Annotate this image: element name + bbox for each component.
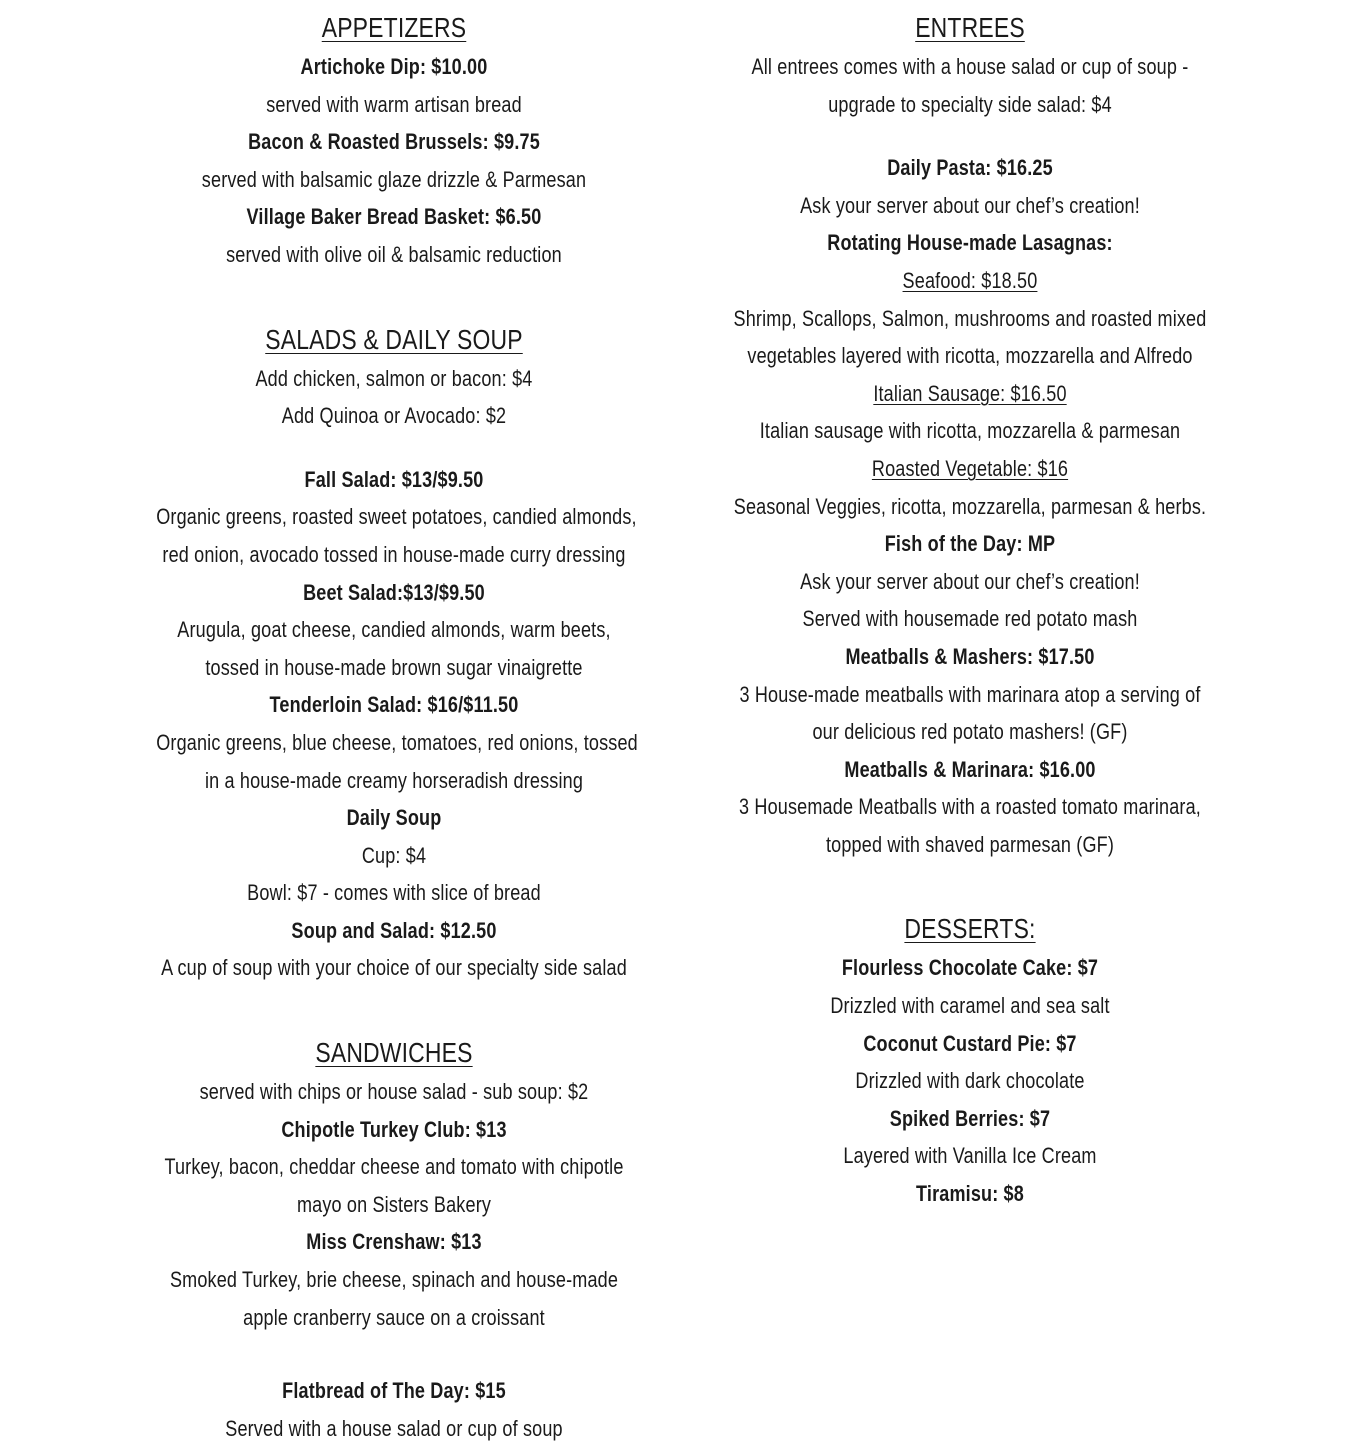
desserts-heading: DESSERTS:	[904, 913, 1036, 945]
menu-item-description: Drizzled with caramel and sea salt	[830, 993, 1110, 1019]
menu-item-description: mayo on Sisters Bakery	[296, 1191, 492, 1217]
menu-item-title: Miss Crenshaw: $13	[306, 1229, 482, 1255]
salads-addon-2: Add Quinoa or Avocado: $2	[281, 403, 507, 429]
sandwiches-list	[104, 1073, 684, 1336]
menu-item-title: Bacon & Roasted Brussels: $9.75	[248, 129, 540, 155]
menu-item-title: Tenderloin Salad: $16/$11.50	[269, 692, 519, 718]
left-column	[104, 0, 684, 1447]
menu-item-description: served with warm artisan bread	[266, 91, 522, 117]
appetizers-list	[104, 48, 684, 274]
menu-item-description: served with balsamic glaze drizzle & Parmesan	[201, 166, 587, 192]
menu-item-title: Fall Salad: $13/$9.50	[304, 466, 484, 492]
menu-item-description: tossed in house-made brown sugar vinaigrette	[205, 654, 583, 680]
menu-item-description: Ask your server about our chef’s creation!	[800, 192, 1140, 218]
sandwiches-heading: SANDWICHES	[315, 1037, 473, 1069]
menu-item-description: Drizzled with dark chocolate	[855, 1068, 1085, 1094]
menu-item-description: Arugula, goat cheese, candied almonds, warm beets,	[177, 617, 611, 643]
menu-item-title: Village Baker Bread Basket: $6.50	[246, 204, 542, 230]
menu-item-description: Organic greens, roasted sweet potatoes, candied almonds,	[156, 504, 637, 530]
entrees-list	[680, 149, 1260, 863]
menu-item-description: Cup: $4	[361, 842, 427, 868]
menu-item-title: Daily Soup	[346, 805, 442, 831]
menu-item-title: Meatballs & Mashers: $17.50	[845, 643, 1095, 669]
menu-item-title: Rotating House-made Lasagnas:	[827, 230, 1113, 256]
menu-item-description: served with chips or house salad - sub soup: $2	[199, 1079, 589, 1105]
salads-heading: SALADS & DAILY SOUP	[265, 323, 523, 355]
menu-subitem-title: Italian Sausage: $16.50	[873, 380, 1067, 406]
menu-item-description: Ask your server about our chef’s creation!	[800, 568, 1140, 594]
menu-item-description: Bowl: $7 - comes with slice of bread	[247, 880, 541, 906]
menu-item-title: Coconut Custard Pie: $7	[863, 1030, 1077, 1056]
menu-item-description: 3 Housemade Meatballs with a roasted tomato marinara,	[739, 794, 1201, 820]
menu-item-title: Daily Pasta: $16.25	[887, 155, 1053, 181]
menu-item-description: our delicious red potato mashers! (GF)	[812, 719, 1128, 745]
salads-addon-1: Add chicken, salmon or bacon: $4	[255, 365, 533, 391]
menu-item-description: Shrimp, Scallops, Salmon, mushrooms and roasted mixed	[733, 305, 1207, 331]
flatbread-list	[104, 1372, 684, 1447]
menu-item-title: Spiked Berries: $7	[889, 1105, 1051, 1131]
menu-item-title: Flourless Chocolate Cake: $7	[841, 955, 1099, 981]
desserts-list	[680, 949, 1260, 1212]
menu-item-description: Served with a house salad or cup of soup	[225, 1415, 563, 1441]
menu-item-description: apple cranberry sauce on a croissant	[243, 1304, 545, 1330]
menu-item-description: Served with housemade red potato mash	[802, 606, 1138, 632]
menu-item-description: topped with shaved parmesan (GF)	[825, 831, 1115, 857]
menu-item-description: Smoked Turkey, brie cheese, spinach and house-made	[169, 1267, 619, 1293]
entrees-intro-2: upgrade to specialty side salad: $4	[828, 91, 1112, 117]
menu-item-description: in a house-made creamy horseradish dressing	[204, 767, 584, 793]
menu-item-title: Meatballs & Marinara: $16.00	[844, 756, 1096, 782]
menu-item-title: Artichoke Dip: $10.00	[300, 54, 488, 79]
menu-item-description: Organic greens, blue cheese, tomatoes, red onions, tossed	[156, 729, 638, 755]
menu-item-description: served with olive oil & balsamic reduction	[226, 241, 562, 267]
menu-item-title: Chipotle Turkey Club: $13	[281, 1116, 507, 1142]
appetizers-heading: APPETIZERS	[321, 12, 467, 43]
menu-item-title: Tiramisu: $8	[916, 1181, 1024, 1207]
menu-item-title: Fish of the Day: MP	[884, 531, 1056, 557]
menu-item-description: Turkey, bacon, cheddar cheese and tomato with chipotle	[164, 1154, 624, 1180]
menu-item-title: Flatbread of The Day: $15	[282, 1378, 506, 1404]
right-column	[680, 0, 1260, 1213]
entrees-heading: ENTREES	[915, 12, 1025, 43]
menu-item-title: Soup and Salad: $12.50	[291, 917, 497, 943]
entrees-intro-1: All entrees comes with a house salad or cup of soup -	[751, 54, 1189, 79]
menu-subitem-title: Seafood: $18.50	[902, 267, 1038, 293]
menu-item-description: Italian sausage with ricotta, mozzarella & parmesan	[759, 418, 1181, 444]
menu-subitem-title: Roasted Vegetable: $16	[871, 455, 1069, 481]
menu-item-description: red onion, avocado tossed in house-made curry dressing	[162, 541, 626, 567]
menu-item-description: Layered with Vanilla Ice Cream	[843, 1143, 1097, 1169]
menu-item-description: 3 House-made meatballs with marinara atop a serving of	[739, 681, 1201, 707]
menu-item-title: Beet Salad:$13/$9.50	[303, 579, 485, 605]
salads-list	[104, 461, 684, 987]
menu-item-description: Seasonal Veggies, ricotta, mozzarella, parmesan & herbs.	[733, 493, 1207, 519]
menu-item-description: A cup of soup with your choice of our specialty side salad	[161, 955, 627, 981]
menu-item-description: vegetables layered with ricotta, mozzarella and Alfredo	[747, 343, 1193, 369]
